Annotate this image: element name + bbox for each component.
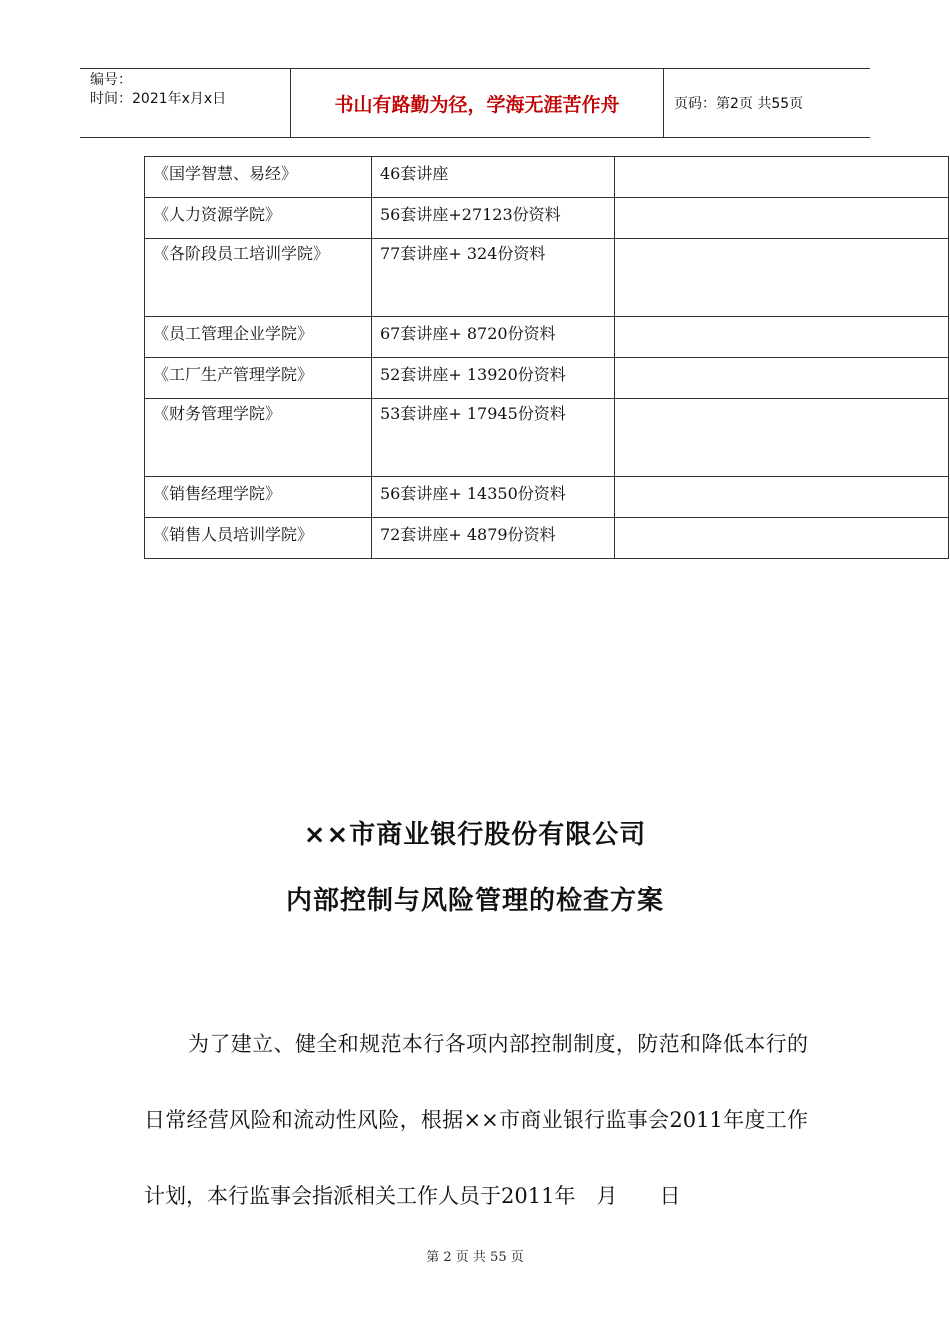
course-content: 53套讲座+ 17945份资料 — [380, 404, 566, 423]
course-catalog-table — [144, 156, 949, 559]
page-footer: 第 2 页 共 55 页 — [426, 1250, 524, 1265]
course-name: 《财务管理学院》 — [153, 404, 282, 423]
document-title: ××市商业银行股份有限公司 — [303, 820, 647, 850]
course-note — [615, 477, 949, 518]
course-note — [615, 399, 949, 477]
course-content: 72套讲座+ 4879份资料 — [372, 518, 615, 559]
table-row — [145, 399, 949, 477]
table-row — [145, 317, 949, 358]
course-name: 《各阶段员工培训学院》 — [153, 244, 330, 263]
header-motto: 书山有路勤为径，学海无涯苦作舟 — [291, 69, 664, 137]
header-page-info: 页码：第2页 共55页 — [674, 96, 804, 112]
course-content: 46套讲座 — [372, 157, 615, 198]
course-note — [615, 239, 949, 317]
course-name: 《人力资源学院》 — [145, 198, 372, 239]
course-content: 67套讲座+ 8720份资料 — [372, 317, 615, 358]
table-row — [145, 239, 949, 317]
course-note — [615, 317, 949, 358]
table-row — [145, 518, 949, 559]
header-meta — [80, 69, 291, 137]
course-name: 《国学智慧、易经》 — [145, 157, 372, 198]
course-note — [615, 518, 949, 559]
course-name: 《销售经理学院》 — [145, 477, 372, 518]
course-name: 《员工管理企业学院》 — [145, 317, 372, 358]
document-date: 时间：2021年x月x日 — [90, 91, 227, 107]
document-subtitle: 内部控制与风险管理的检查方案 — [285, 886, 664, 916]
document-number-label: 编号： — [90, 72, 132, 88]
course-content: 56套讲座+ 14350份资料 — [372, 477, 615, 518]
course-content: 56套讲座+27123份资料 — [372, 198, 615, 239]
course-note — [615, 198, 949, 239]
table-row — [145, 477, 949, 518]
course-note — [615, 358, 949, 399]
course-name: 《工厂生产管理学院》 — [145, 358, 372, 399]
table-row — [145, 157, 949, 198]
course-note — [615, 157, 949, 198]
course-content: 52套讲座+ 13920份资料 — [372, 358, 615, 399]
body-paragraph: 为了建立、健全和规范本行各项内部控制制度，防范和降低本行的日常经营风险和流动性风险，根据××市商业银行监事会2011年度工作计划，本行监事会指派相关工作人员于2011年 月 日 — [144, 1032, 808, 1208]
course-name: 《销售人员培训学院》 — [145, 518, 372, 559]
page-header — [80, 68, 870, 138]
course-content: 77套讲座+ 324份资料 — [380, 244, 546, 263]
